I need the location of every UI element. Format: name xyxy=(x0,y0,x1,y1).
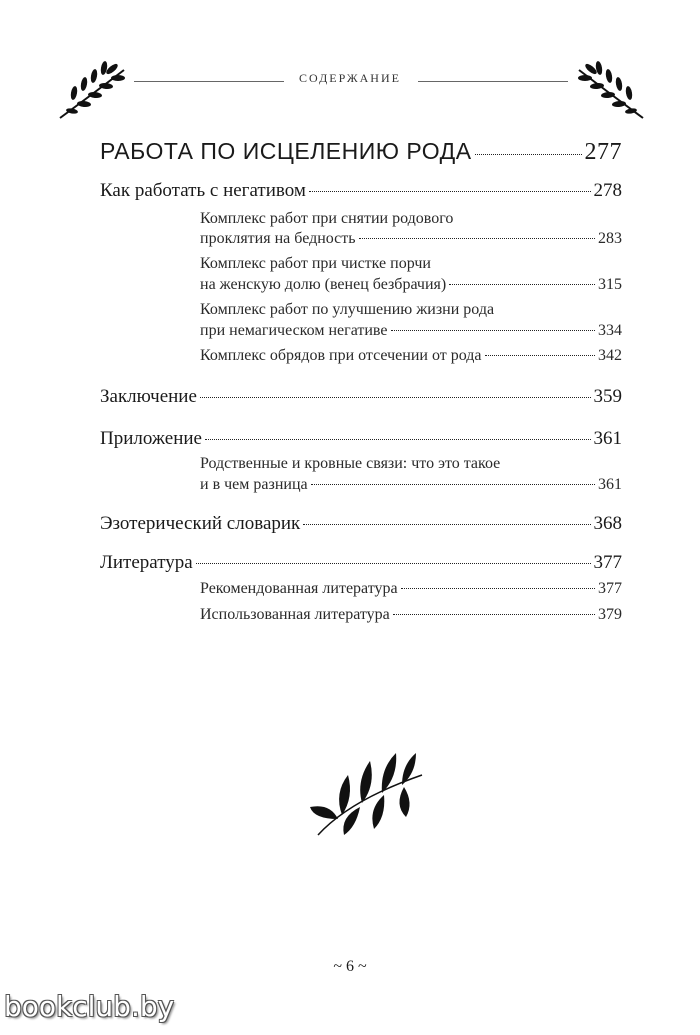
toc-entry-title: при немагическом негативе xyxy=(200,322,388,339)
toc-section-entry xyxy=(200,606,622,624)
toc-entry-title-line: Комплекс работ при снятии родового xyxy=(200,210,454,227)
toc-entry-title: проклятия на бедность xyxy=(200,230,356,247)
leaf-branch-icon xyxy=(310,745,430,840)
wheat-sprig-icon xyxy=(575,56,653,126)
toc-page-number: 334 xyxy=(598,322,622,339)
toc-entry-title: Комплекс обрядов при отсечении от рода xyxy=(200,347,482,364)
toc-page-number: 277 xyxy=(584,139,622,165)
toc-entry-title: Эзотерический словарик xyxy=(100,513,301,534)
toc-chapter-entry xyxy=(100,428,622,450)
running-header xyxy=(0,56,700,126)
header-title: СОДЕРЖАНИЕ xyxy=(299,71,401,85)
toc-section-entry xyxy=(200,276,622,294)
toc-page-number: 377 xyxy=(593,552,622,573)
toc-section-entry xyxy=(200,322,622,340)
toc-entry-title-line: Комплекс работ по улучшению жизни рода xyxy=(200,301,495,318)
toc-entry-title: Рекомендованная литература xyxy=(200,580,398,597)
toc-section-entry xyxy=(200,347,622,365)
dot-leader xyxy=(309,191,591,192)
toc-page-number: 361 xyxy=(593,428,622,449)
dot-leader xyxy=(391,330,596,331)
toc-chapter-entry xyxy=(100,552,622,574)
toc-page-number: 377 xyxy=(598,580,622,597)
toc-section-entry xyxy=(200,230,622,248)
toc-entry-title: Использованная литература xyxy=(200,606,390,623)
toc-chapter-entry xyxy=(100,513,622,535)
toc-section-entry xyxy=(200,476,622,494)
dot-leader xyxy=(401,588,595,589)
watermark: bookclub.by xyxy=(4,990,175,1023)
dot-leader xyxy=(475,154,582,155)
toc-entry-title-line: Комплекс работ при чистке порчи xyxy=(200,255,431,272)
toc-page-number: 368 xyxy=(593,513,622,534)
toc-page-number: 278 xyxy=(593,180,622,201)
toc-page-number: 283 xyxy=(598,230,622,247)
toc-entry-title-line: Родственные и кровные связи: что это такое xyxy=(200,455,501,472)
dot-leader xyxy=(196,563,591,564)
dot-leader xyxy=(449,284,595,285)
dot-leader xyxy=(200,397,591,398)
toc-entry-title: РАБОТА ПО ИСЦЕЛЕНИЮ РОДА xyxy=(100,138,472,164)
toc-entry-title: и в чем разница xyxy=(200,476,308,493)
dot-leader xyxy=(205,439,591,440)
dot-leader xyxy=(311,484,595,485)
dot-leader xyxy=(485,355,595,356)
toc-entry-title: Литература xyxy=(100,552,193,573)
toc-page-number: 315 xyxy=(598,276,622,293)
dot-leader xyxy=(303,524,590,525)
toc-entry-title: Приложение xyxy=(100,428,202,449)
page-number: ~ 6 ~ xyxy=(333,958,367,975)
dot-leader xyxy=(393,614,595,615)
toc-part-entry xyxy=(100,138,622,166)
toc-page-number: 342 xyxy=(598,347,622,364)
toc-entry-title: Заключение xyxy=(100,386,197,407)
toc-entry-title: на женскую долю (венец безбрачия) xyxy=(200,276,447,293)
toc-page-number: 361 xyxy=(598,476,622,493)
header-rule-right xyxy=(418,81,568,82)
toc-chapter-entry xyxy=(100,180,622,202)
toc-page-number: 379 xyxy=(598,606,622,623)
wheat-sprig-icon xyxy=(50,56,128,126)
dot-leader xyxy=(359,238,595,239)
toc-chapter-entry xyxy=(100,386,622,408)
toc-section-entry xyxy=(200,580,622,598)
toc-page-number: 359 xyxy=(593,386,622,407)
toc-entry-title: Как работать с негативом xyxy=(100,180,306,201)
